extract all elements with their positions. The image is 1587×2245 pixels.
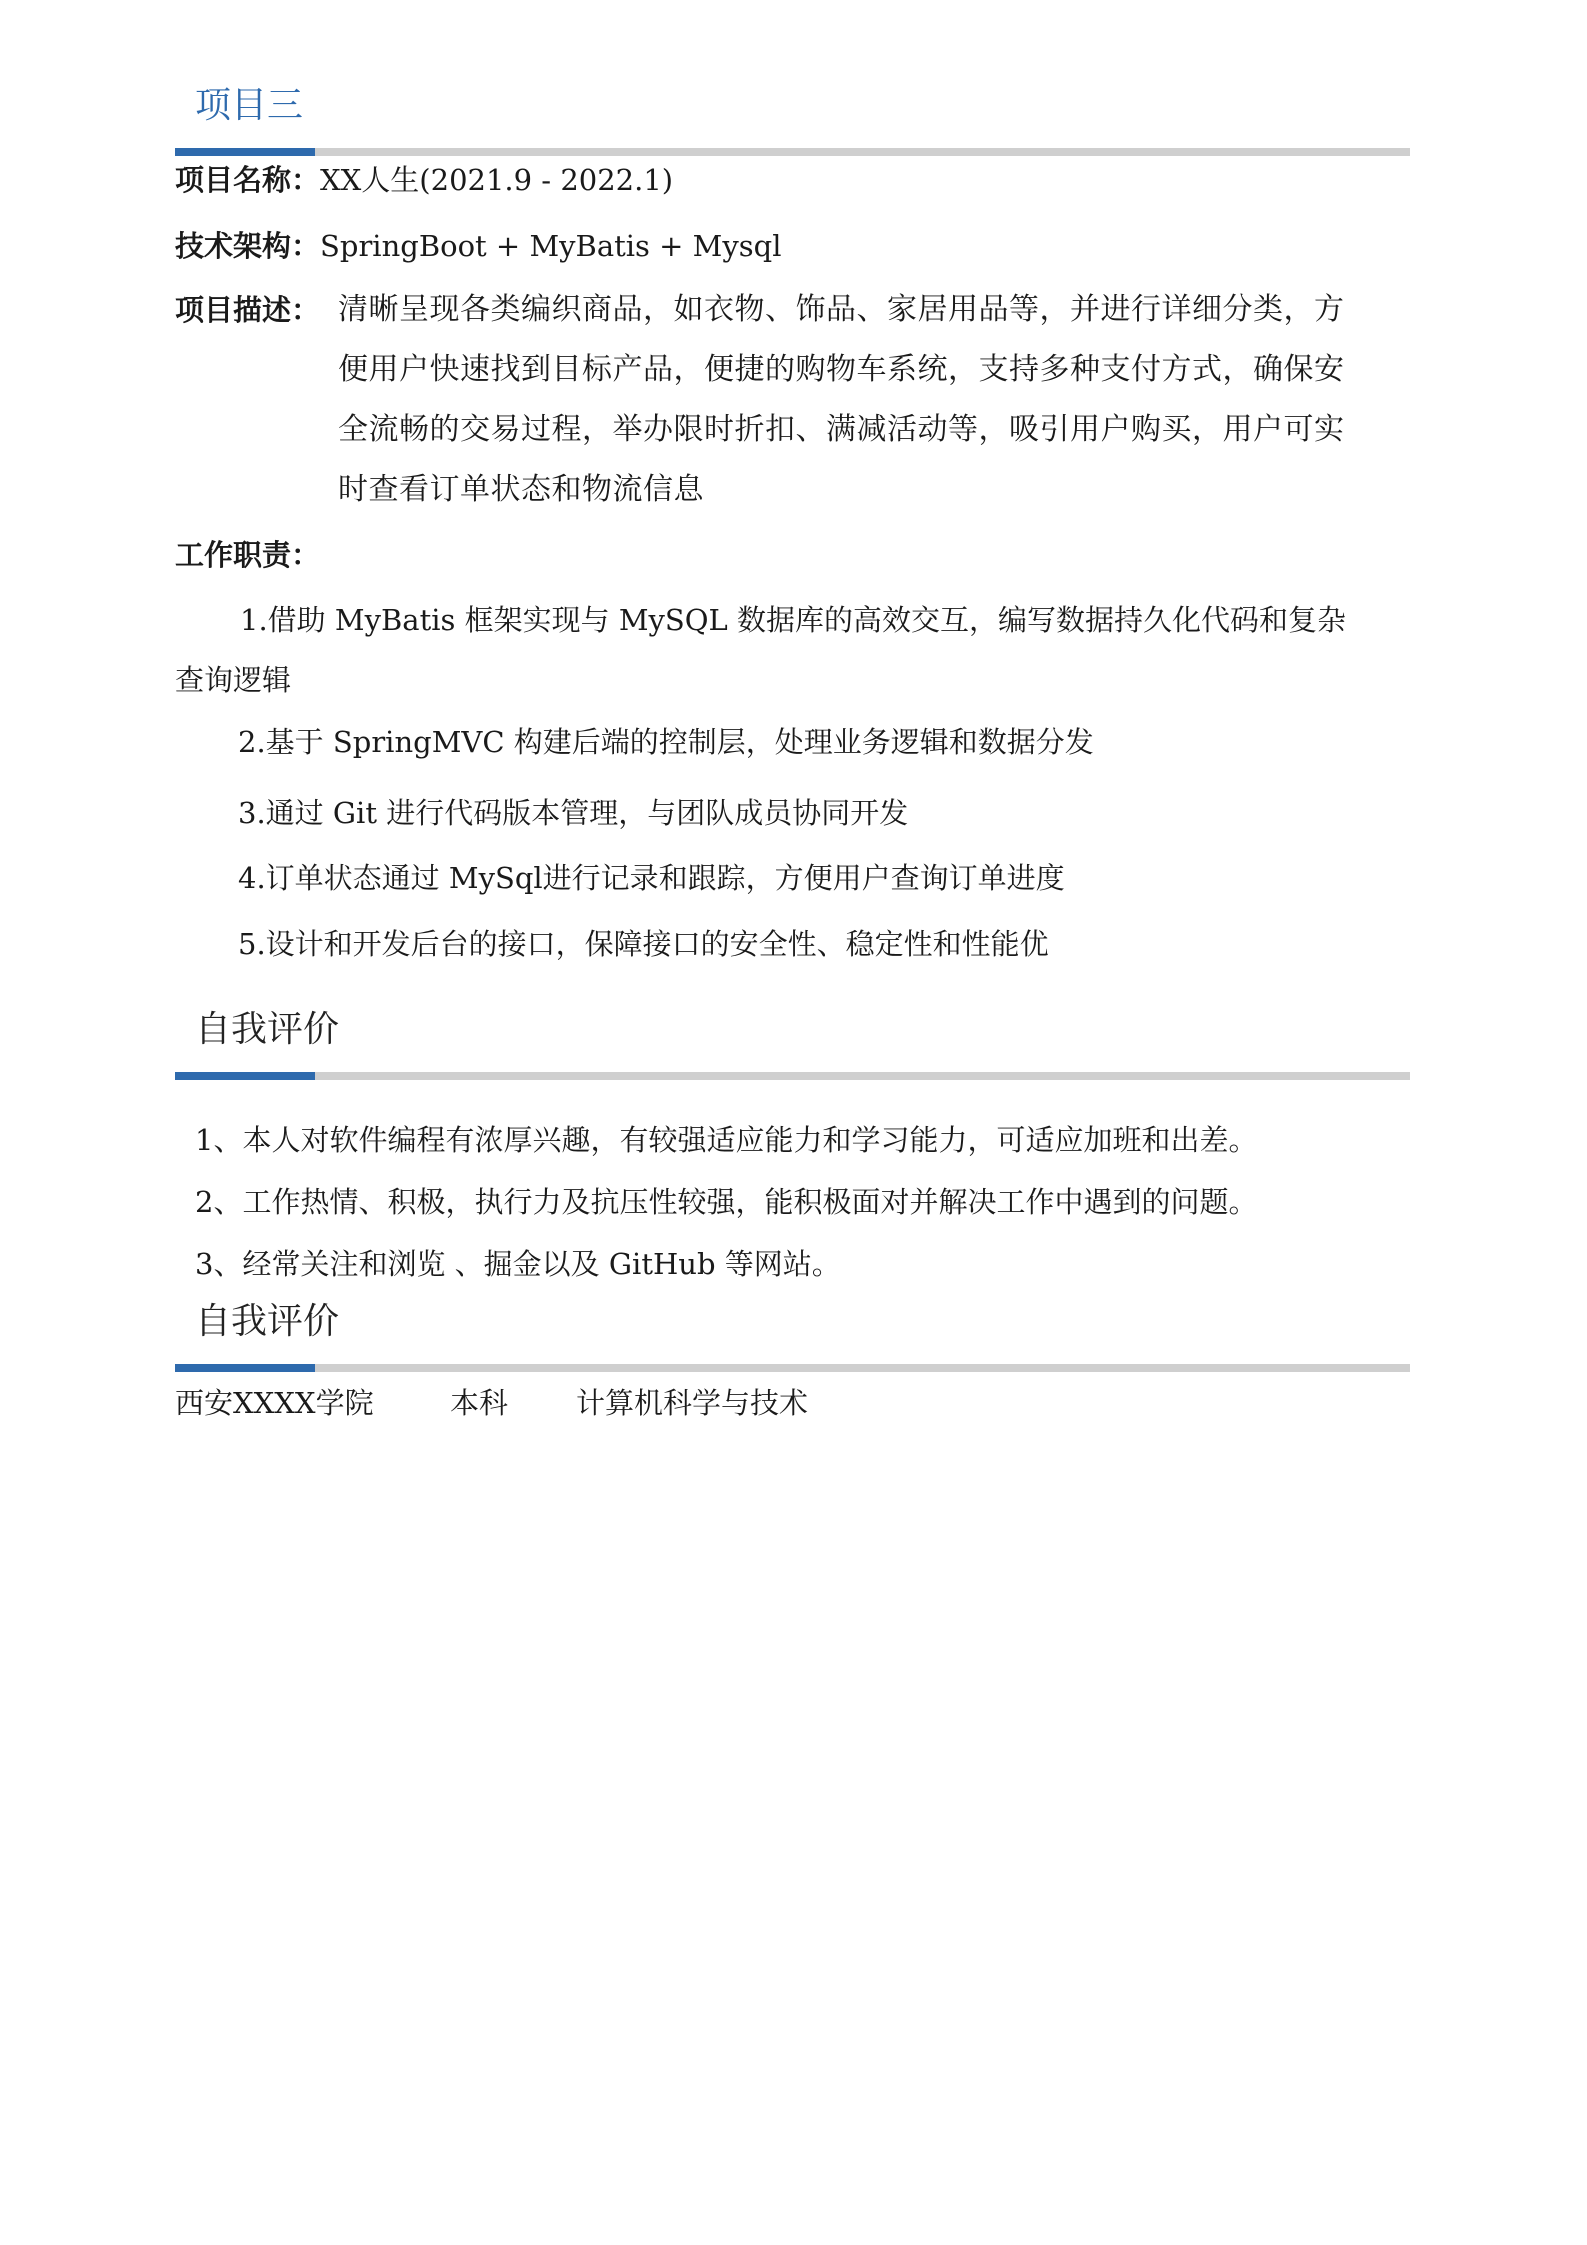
section-divider bbox=[175, 1364, 1410, 1372]
section-divider-accent bbox=[175, 148, 315, 156]
duty-item: 2.基于 SpringMVC 构建后端的控制层，处理业务逻辑和数据分发 bbox=[238, 725, 1094, 759]
project-desc-line: 清晰呈现各类编织商品，如衣物、饰品、家居用品等，并进行详细分类，方 bbox=[338, 292, 1345, 327]
project-desc-row bbox=[175, 290, 320, 330]
duties-row bbox=[175, 535, 320, 575]
project-desc-line: 时查看订单状态和物流信息 bbox=[338, 472, 704, 507]
duty-item: 3.通过 Git 进行代码版本管理，与团队成员协同开发 bbox=[238, 796, 909, 830]
project-desc-label: 项目描述： bbox=[175, 293, 321, 327]
project-name-value: XX人生(2021.9 - 2022.1) bbox=[320, 163, 674, 197]
self-eval-heading: 自我评价 bbox=[195, 1009, 340, 1050]
duties-label: 工作职责： bbox=[175, 538, 321, 572]
school-name: 西安XXXX学院 bbox=[175, 1386, 374, 1420]
section-divider-accent bbox=[175, 1072, 315, 1080]
duty-item-continuation: 查询逻辑 bbox=[175, 663, 292, 697]
duty-item: 4.订单状态通过 MySql进行记录和跟踪，方便用户查询订单进度 bbox=[238, 861, 1065, 895]
self-eval-item: 1、本人对软件编程有浓厚兴趣，有较强适应能力和学习能力，可适应加班和出差。 bbox=[195, 1123, 1258, 1157]
duty-item: 1.借助 MyBatis 框架实现与 MySQL 数据库的高效交互，编写数据持久化代码和复杂 bbox=[240, 603, 1347, 637]
tech-stack-label: 技术架构： bbox=[175, 229, 321, 263]
tech-stack-value: SpringBoot + MyBatis + Mysql bbox=[320, 229, 782, 263]
degree: 本科 bbox=[450, 1386, 509, 1420]
education-heading: 自我评价 bbox=[195, 1301, 340, 1342]
project-name-row bbox=[175, 160, 673, 200]
duty-item: 5.设计和开发后台的接口，保障接口的安全性、稳定性和性能优 bbox=[238, 927, 1049, 961]
section-divider bbox=[175, 1072, 1410, 1080]
project-desc-line: 便用户快速找到目标产品，便捷的购物车系统，支持多种支付方式，确保安 bbox=[338, 352, 1345, 387]
project-name-label: 项目名称： bbox=[175, 163, 321, 197]
section-divider bbox=[175, 148, 1410, 156]
self-eval-item: 3、经常关注和浏览 、掘金以及 GitHub 等网站。 bbox=[195, 1247, 841, 1281]
section-divider-accent bbox=[175, 1364, 315, 1372]
self-eval-item: 2、工作热情、积极，执行力及抗压性较强，能积极面对并解决工作中遇到的问题。 bbox=[195, 1185, 1258, 1219]
tech-stack-row bbox=[175, 226, 781, 266]
project-heading: 项目三 bbox=[195, 85, 304, 126]
major: 计算机科学与技术 bbox=[576, 1386, 809, 1420]
education-row bbox=[175, 1383, 808, 1423]
project-desc-line: 全流畅的交易过程，举办限时折扣、满减活动等，吸引用户购买，用户可实 bbox=[338, 412, 1345, 447]
